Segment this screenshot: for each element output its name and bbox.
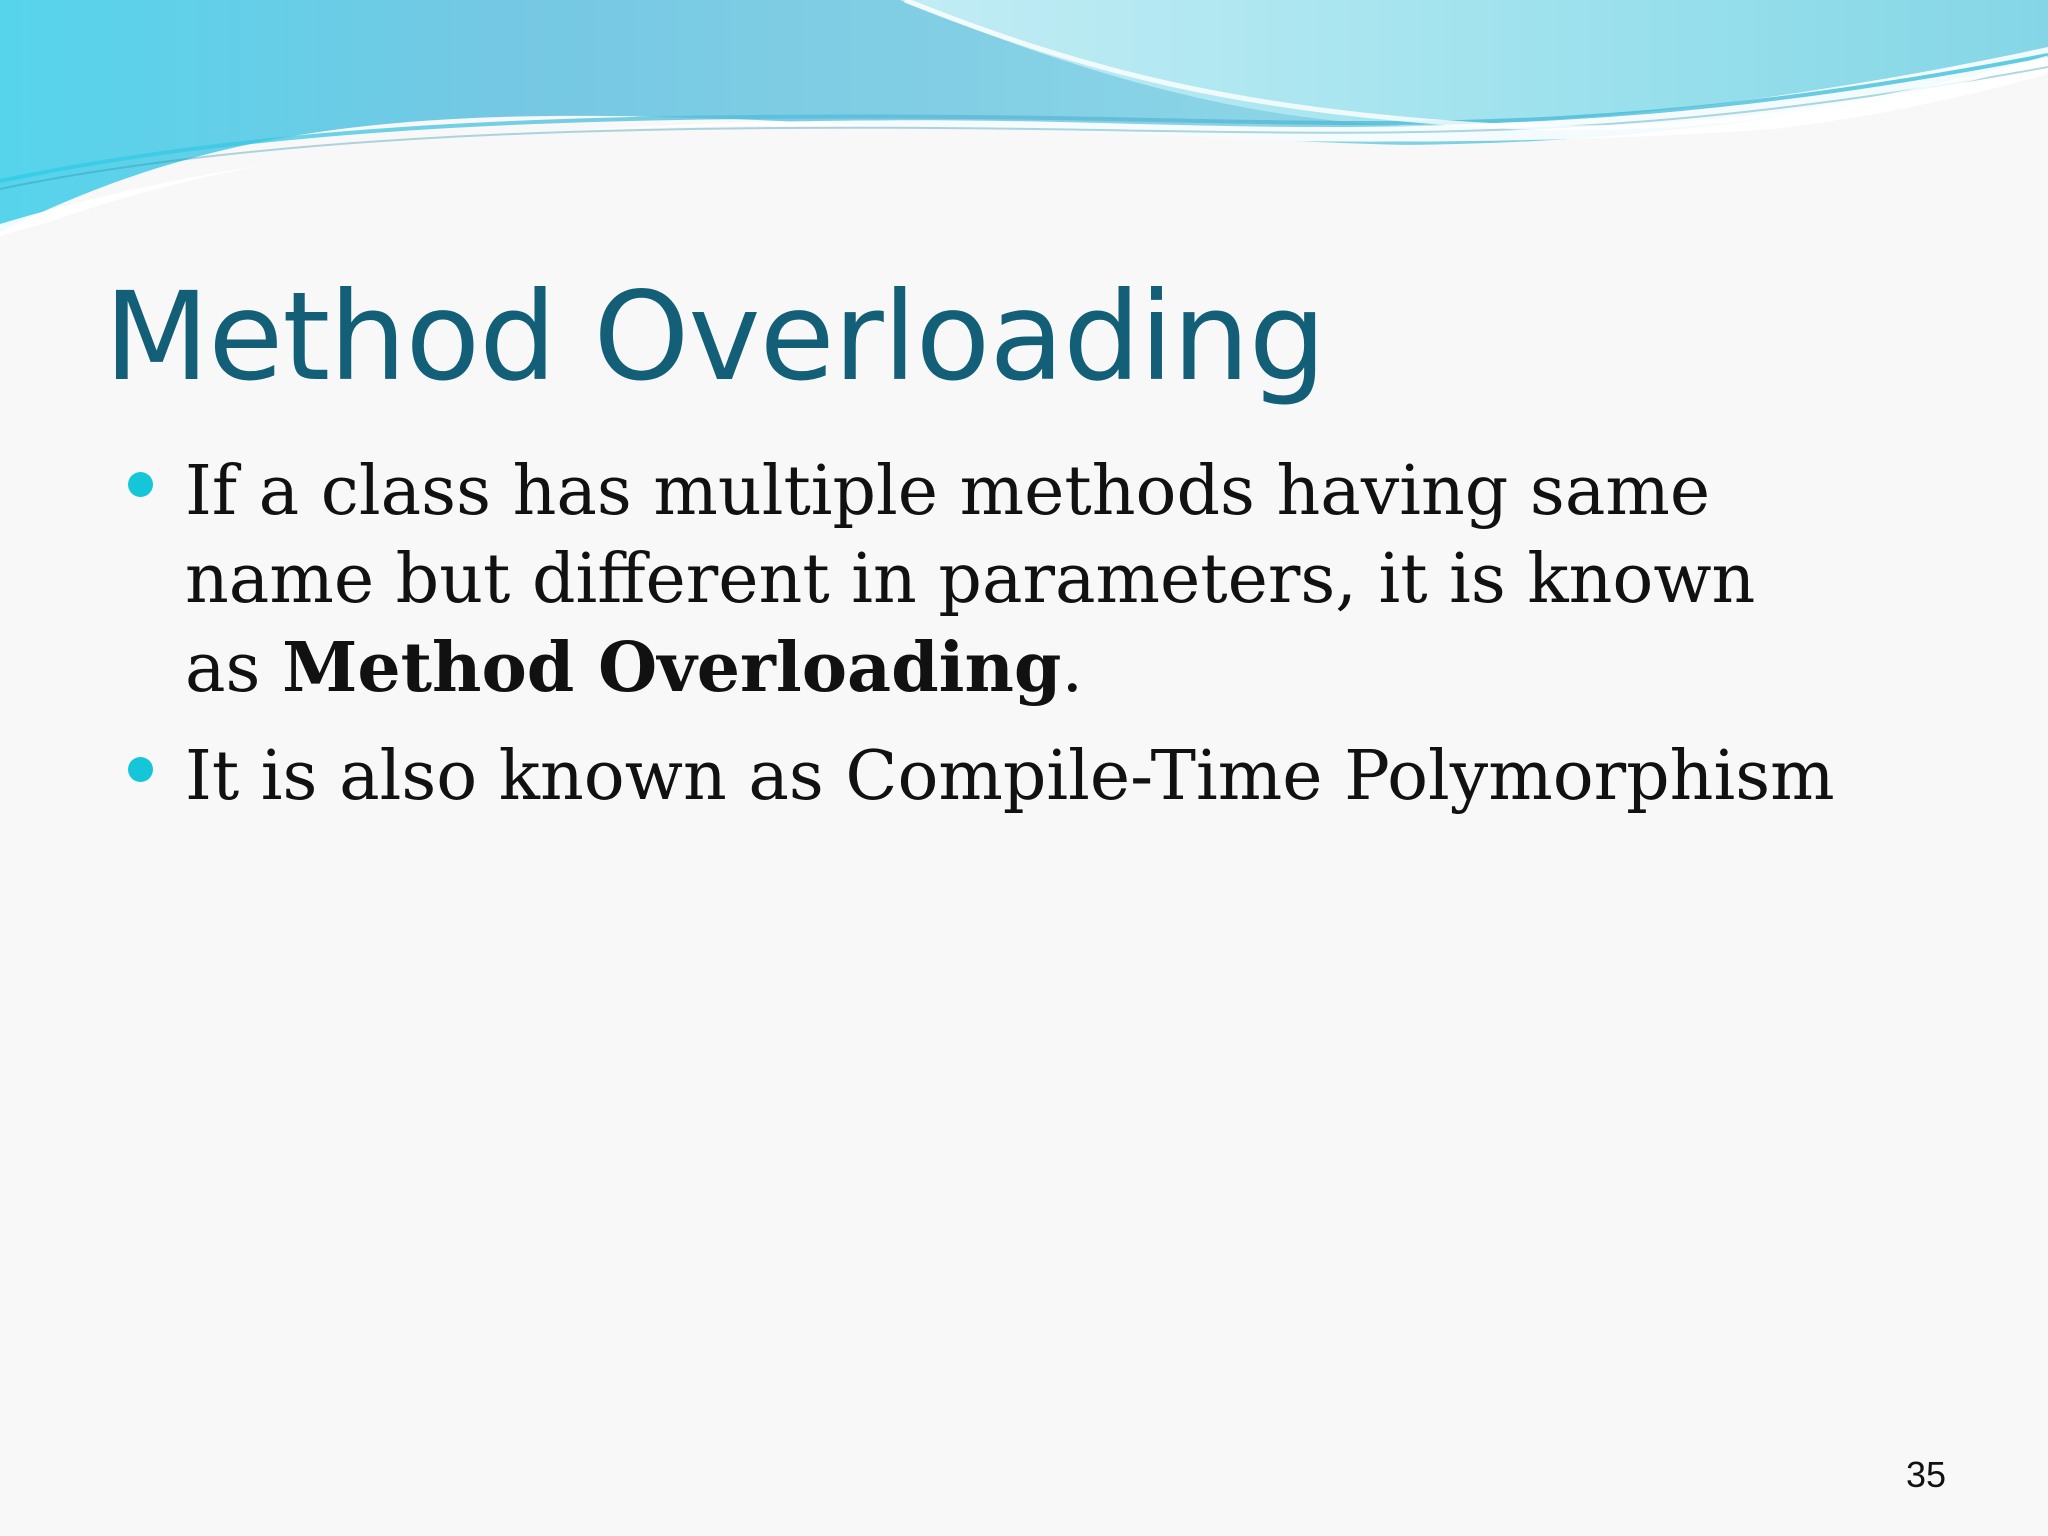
bullet-list	[126, 448, 1926, 821]
bullet-line-suffix: .	[1061, 629, 1084, 708]
bullet-dot-icon	[128, 757, 153, 782]
bullet-line: If a class has multiple methods having same	[185, 452, 1711, 531]
bullet-item-compile-time-polymorphism	[126, 733, 1926, 821]
bullet-text: It is also known as Compile-Time Polymorphism	[185, 737, 1835, 816]
bullet-line: name but different in parameters, it is known	[185, 540, 1756, 619]
decorative-wave-header	[0, 0, 2048, 240]
slide-title: Method Overloading	[104, 266, 1326, 408]
bullet-line-prefix: as	[185, 629, 283, 708]
bullet-dot-icon	[128, 472, 153, 497]
bullet-item-method-overloading-definition	[126, 448, 1926, 713]
emphasized-term: Method Overloading	[282, 628, 1062, 708]
bullet-line-with-emphasis	[185, 624, 1926, 713]
slide-page-number: 35	[1905, 1454, 1946, 1495]
